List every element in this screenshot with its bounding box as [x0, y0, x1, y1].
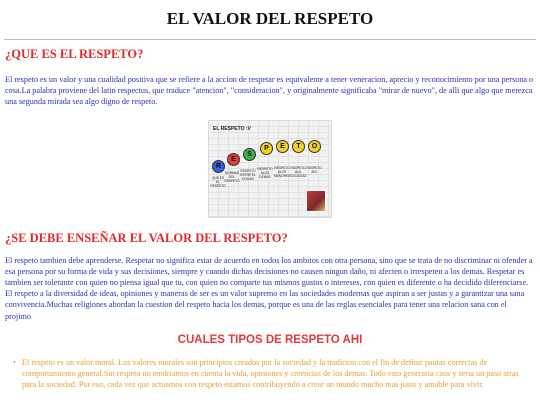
infographic-caption-2: NORMAS DEL RESPETO [224, 170, 240, 183]
infographic-letter-1: R [212, 160, 225, 173]
list-item: • El respeto es un valor moral. Los valores morales son principios creados por la sociedad y la tradicion con el fin de definir pautas correctas de comportamiento general.Sin respeto no tendriamos en cuenta la vida, opiniones y creencias de los demas. Todo esto generaria caos y seria un paso atras para la sociedad. Por eso, cada vez que actuamos con respeto estamos contribuyendo a crear un mundo mucho mas justo y amable para vivir. [22, 357, 534, 391]
infographic-letter-2: E [227, 153, 240, 166]
infographic-letter-5: E [276, 140, 289, 153]
figure-container [0, 120, 540, 218]
respeto-infographic-image [208, 120, 332, 218]
infographic-letter-3: S [243, 148, 256, 161]
section-text-should-teach: El respeto tambien debe aprenderse. Respetar no significa estar de acuerdo en todos los ambitos con otra persona, sino que se trata de no discriminar ni ofender a esa persona por su forma de vida y sus decisiones, siempre y cuando dichas decisiones no causen ningun daño, ni afecten o irrespeten a los demas. Respetar es tambien ser tolerante con quien no piensa igual que tu, con quien no comparte tus mismos gustos o intereses, con quien es diferente o ha decidido diferenciarse. El respeto a la diversidad de ideas, opiniones y maneras de ser es un valor supremo en las sociedades modernas que aspiran a ser justas y a garantizar una sana convivencia.Muchas religiones abordan la cuestion del respeto hacia los demas, porque es una de las reglas esenciales para tener una relacion sana con el projimo [5, 255, 533, 321]
page-title: EL VALOR DEL RESPETO [166, 9, 374, 28]
section-heading-what-is: ¿QUE ES EL RESPETO? [5, 47, 144, 61]
infographic-letter-7: O [308, 140, 321, 153]
section-heading-types: CUALES TIPOS DE RESPETO AHI [177, 333, 363, 346]
title-divider [4, 39, 536, 40]
infographic-caption-7: RESPETO AHI [306, 165, 322, 174]
infographic-letter-6: T [292, 140, 305, 153]
section-heading-should-teach: ¿SE DEBE ENSEÑAR EL VALOR DEL RESPETO? [5, 230, 288, 245]
infographic-thumbnail [306, 190, 326, 212]
infographic-caption-6: RESPETO ALA SOCIEDAD [290, 165, 307, 178]
infographic-caption-1: QUE ES EL RESPETO [210, 175, 226, 188]
infographic-title: EL RESPETO :V [213, 125, 251, 132]
infographic-caption-4: RESPETO ALOS DEMAS [257, 166, 273, 179]
types-list [12, 357, 534, 391]
section-text-what-is: El respeto es un valor y una cualidad positiva que se refiere a la accion de respetar es equivalente a tener veneracion, aprecio y reconocimiento por una persona o cosa.La palabra proviene del latin respectus, que traduce "atencion", "consideracion", y originalmente significaba "mirar de nuevo", de alli que algo que merezca una segunda mirada sea algo digno de respeto. [5, 75, 534, 107]
infographic-letter-4: P [260, 142, 273, 155]
infographic-caption-5: RESPETO ALOS MENORES [274, 165, 291, 178]
infographic-caption-3: RESPETO ENTRE EL HOGAR [240, 168, 256, 181]
